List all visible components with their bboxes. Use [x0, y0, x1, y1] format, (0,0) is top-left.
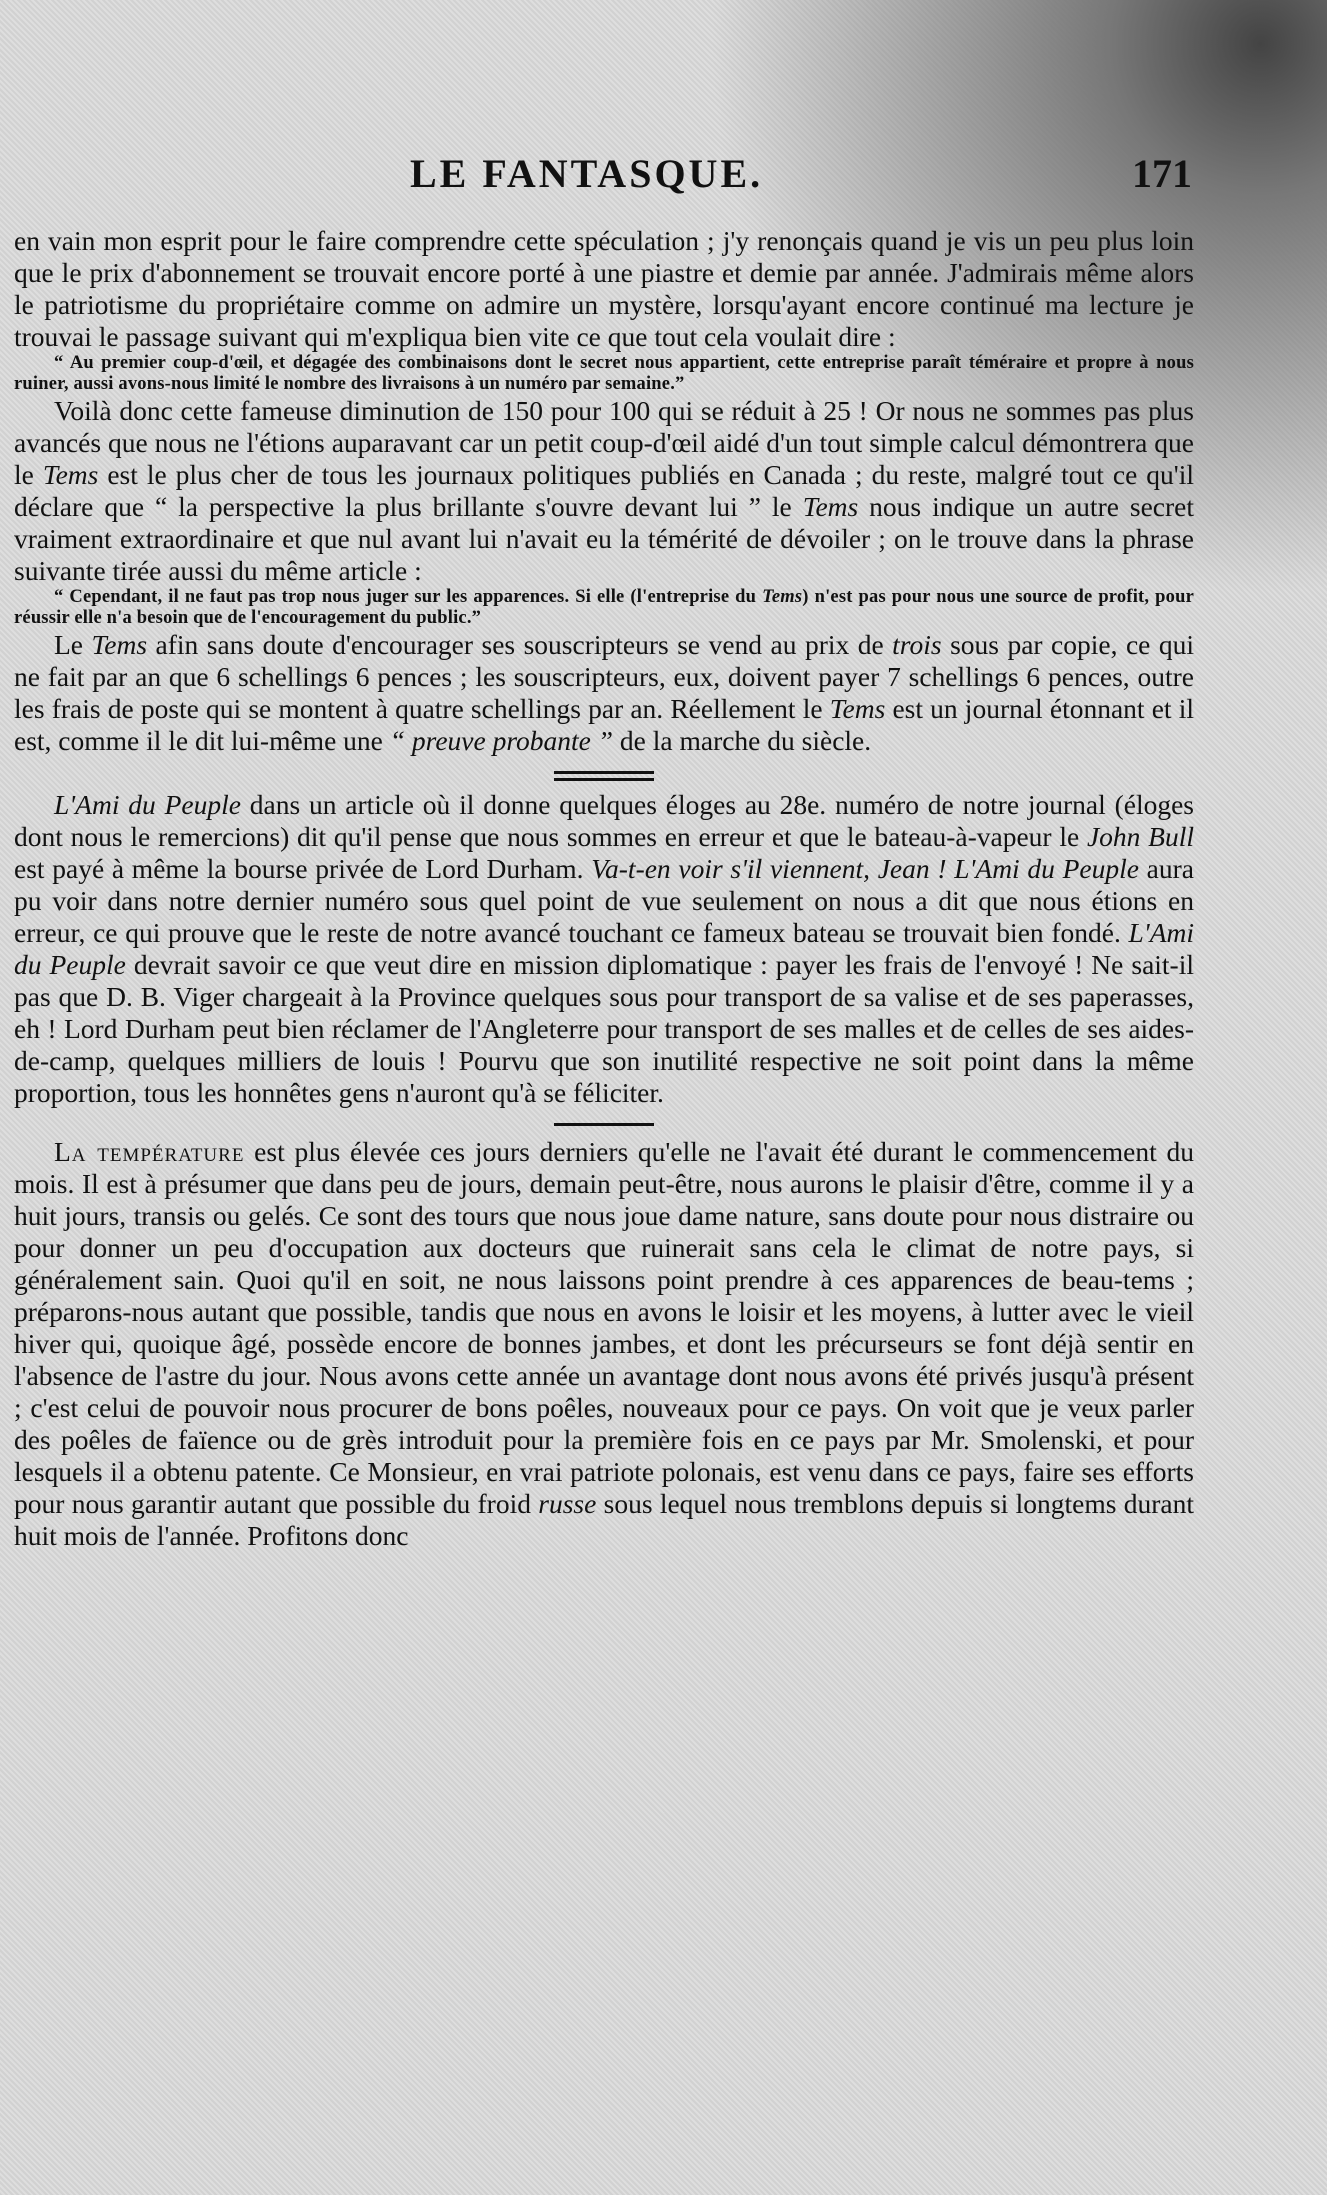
ship-name: John Bull: [1086, 821, 1194, 852]
journal-name: L'Ami du Peuple: [54, 789, 241, 820]
journal-name: Tems: [91, 629, 148, 660]
text-run: Le: [54, 629, 92, 660]
text-block: [14, 225, 1194, 1552]
text-run: afin sans doute d'encourager ses souscripteurs se vend au prix de: [147, 629, 893, 660]
emphasis: trois: [892, 629, 942, 660]
journal-name: Tems: [42, 459, 99, 490]
paragraph-temperature: [14, 1136, 1194, 1552]
emphasis: Va-t-en voir s'il viennent, Jean !: [591, 853, 947, 884]
text-run: est plus élevée ces jours derniers qu'elle ne l'avait été durant le commencement du mois. Il est à présumer que dans peu de jours, demain peut-être, nous aurons le plaisir d'être, comme il y a huit jours, transis ou gelés. Ce sont des tours que nous joue dame nature, sans doute pour nous distraire ou pour donner un peu d'occupation aux docteurs que ruinerait sans cela le climat de notre pays, si généralement sain. Quoi qu'il en soit, ne nous laissons point prendre à ces apparences de beau-tems ; préparons-nous autant que possible, tandis que nous en avons le loisir et les moyens, à lutter avec le vieil hiver qui, quoique âgé, possède encore de bonnes jambes, et dont les précurseurs se font déjà sentir en l'absence de l'astre du jour. Nous avons cette année un avantage dont nous avons été privés jusqu'à présent ; c'est celui de pouvoir nous procurer de bons poêles, nouveaux pour ce pays. On voit que je veux parler des poêles de faïence ou de grès introduit pour la première fois en ce pays par Mr. Smolenski, et pour lesquels il a obtenu patente. Ce Monsieur, en vrai patriote polonais, est venu dans ce pays, faire ses efforts pour nous garantir autant que possible du froid: [14, 1136, 1194, 1519]
journal-name: Tems: [802, 491, 859, 522]
text-run: est le plus cher de tous les journaux politiques publiés en Canada ; du reste, malgré tout ce qu'il déclare que “ la perspective la plus brillante s'ouvre devant lui ” le: [14, 459, 1194, 522]
paragraph-diminution: [14, 395, 1194, 587]
text-run: de la marche du siècle.: [613, 725, 872, 756]
text-run: sous lequel nous tremblons depuis si longtems durant huit mois de l'année. Profitons donc: [14, 1488, 1194, 1551]
text-run: sous par copie, ce qui ne fait par an que 6 schellings 6 pences ; les souscripteurs, eux, doivent payer 7 schellings 6 pences, outre les frais de poste qui se montent à quatre schellings par an. Réellement le: [14, 629, 1194, 724]
paragraph-price: [14, 629, 1194, 757]
page-number: 171: [1132, 151, 1192, 196]
emphasis: russe: [538, 1488, 597, 1519]
quotation-1: “ Au premier coup-d'œil, et dégagée des combinaisons dont le secret nous appartient, cette entreprise paraît téméraire et propre à nous ruiner, aussi avons-nous limité le nombre des livraisons à un numéro par semaine.”: [14, 353, 1194, 394]
lead-in: La température: [54, 1136, 245, 1167]
journal-name: Tems: [829, 693, 886, 724]
text-run: dans un article où il donne quelques éloges au 28e. numéro de notre journal (éloges dont nous le remercions) dit qu'il pense que nous sommes en erreur et que le bateau-à-vapeur le: [14, 789, 1195, 852]
paragraph-ami-du-peuple: [14, 789, 1194, 1109]
double-rule-divider: [554, 771, 654, 781]
journal-name: L'Ami du Peuple: [14, 917, 1194, 980]
text-run: devrait savoir ce que veut dire en mission diplomatique : payer les frais de l'envoyé ! Ne sait-il pas que D. B. Viger chargeait à la Province quelques sous pour transport de sa valise et de ses paperasses, eh ! Lord Durham peut bien réclamer de l'Angleterre pour transport de ses malles et de celles de ses aides-de-camp, quelques milliers de louis ! Pourvu que son inutilité respective ne soit point dans la même proportion, tous les honnêtes gens n'auront qu'à se féliciter.: [14, 949, 1194, 1108]
running-title: LE FANTASQUE.: [410, 151, 764, 196]
text-run: ) n'est pas pour nous une source de profit, pour réussir elle n'a besoin que de l'encouragement du public.”: [14, 587, 1194, 628]
journal-name: Tems: [762, 587, 803, 607]
text-run: est un journal étonnant et il est, comme il le dit lui-même une: [14, 693, 1194, 756]
emphasis: “ preuve probante ”: [389, 725, 614, 756]
running-head: [0, 150, 1327, 200]
text-run: aura pu voir dans notre dernier numéro sous quel point de vue seulement on nous a dit que nous étions en erreur, ce qui prouve que le reste de notre avancé touchant ce fameux bateau se trouvait bien fondé.: [14, 853, 1195, 948]
text-run: “ Cependant, il ne faut pas trop nous juger sur les apparences. Si elle (l'entreprise du: [54, 587, 763, 607]
text-run: nous indique un autre secret vraiment extraordinaire et que nul avant lui n'avait eu la témérité de dévoiler ; on le trouve dans la phrase suivante tirée aussi du même article :: [14, 491, 1195, 586]
journal-name: L'Ami du Peuple: [954, 853, 1139, 884]
text-run: Voilà donc cette fameuse diminution de 150 pour 100 qui se réduit à 25 ! Or nous ne sommes pas plus avancés que nous ne l'étions auparavant car un petit coup-d'œil aidé d'un tout simple calcul démontrera que le: [14, 395, 1194, 490]
quotation-2: [14, 587, 1194, 629]
paragraph-continued: en vain mon esprit pour le faire comprendre cette spéculation ; j'y renonçais quand je vis un peu plus loin que le prix d'abonnement se trouvait encore porté à une piastre et demie par année. J'admirais même alors le patriotisme du propriétaire comme on admire un mystère, lorsqu'ayant encore continué ma lecture je trouvai le passage suivant qui m'expliqua bien vite ce que tout cela voulait dire :: [14, 225, 1194, 352]
single-rule-divider: [554, 1123, 654, 1126]
text-run: est payé à même la bourse privée de Lord Durham.: [14, 853, 592, 884]
